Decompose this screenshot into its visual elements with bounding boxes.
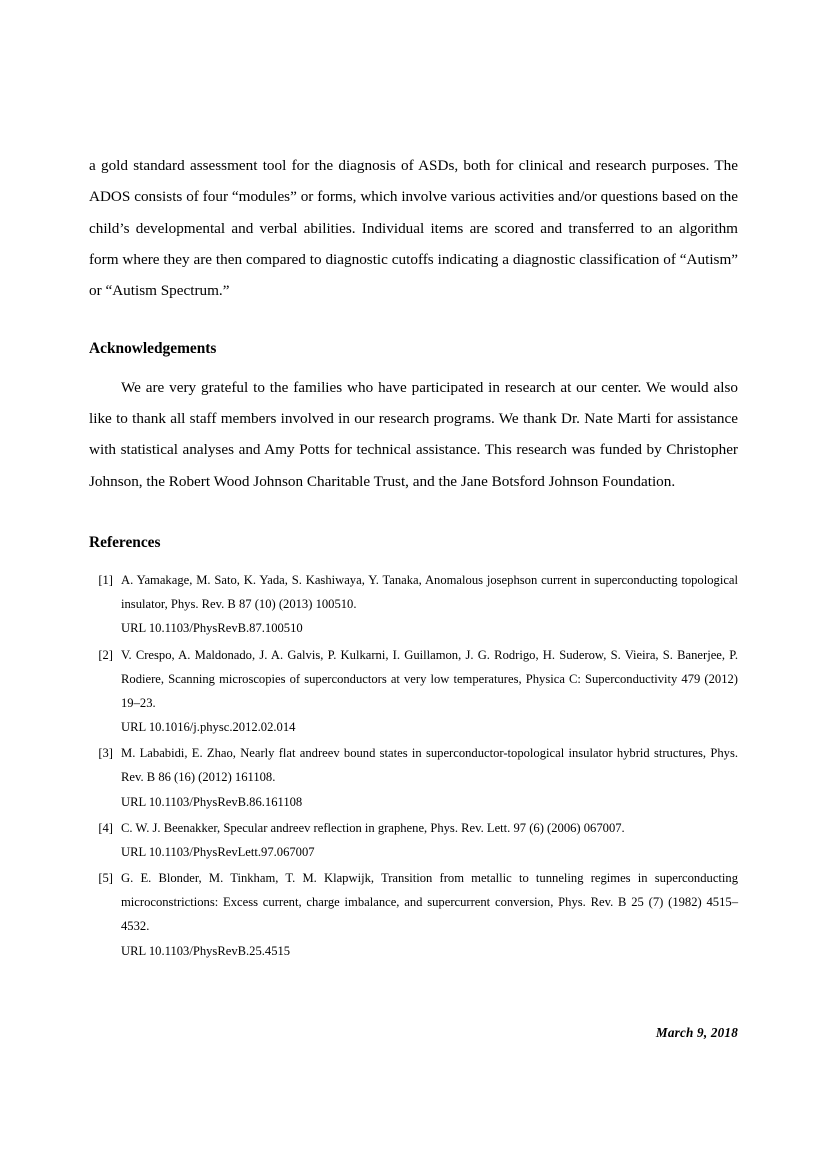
reference-citation: M. Lababidi, E. Zhao, Nearly flat andreev bound states in superconductor-topological insulator hybrid structures, Phys. Rev. B 86 (16) (2012) 161108. [121, 746, 738, 785]
reference-item [89, 816, 738, 864]
acknowledgements-heading: Acknowledgements [89, 339, 217, 357]
reference-url[interactable]: URL 10.1103/PhysRevB.87.100510 [121, 621, 303, 636]
reference-item [89, 866, 738, 963]
references-heading: References [89, 533, 161, 551]
reference-number: [3] [98, 746, 113, 761]
reference-url[interactable]: URL 10.1103/PhysRevLett.97.067007 [121, 844, 315, 859]
footer-date: March 9, 2018 [655, 1025, 738, 1040]
reference-citation: C. W. J. Beenakker, Specular andreev reflection in graphene, Phys. Rev. Lett. 97 (6) (2006) 067007. [121, 820, 625, 835]
reference-number: [1] [98, 573, 113, 588]
reference-body [121, 643, 738, 740]
reference-url[interactable]: URL 10.1103/PhysRevB.25.4515 [121, 943, 291, 958]
reference-body [121, 866, 738, 963]
acknowledgements-paragraph: We are very grateful to the families who have participated in research at our center. We would also like to thank all staff members involved in our research programs. We thank Dr. Nate Marti for assistance with statistical analyses and Amy Potts for technical assistance. This research was funded by Christopher Johnson, the Robert Wood Johnson Charitable Trust, and the Jane Botsford Johnson Foundation. [89, 378, 738, 490]
reference-number: [5] [98, 871, 113, 886]
reference-number: [2] [98, 647, 113, 662]
reference-url[interactable]: URL 10.1103/PhysRevB.86.161108 [121, 794, 303, 809]
reference-body [121, 741, 738, 814]
reference-item [89, 568, 738, 641]
intro-paragraph: a gold standard assessment tool for the diagnosis of ASDs, both for clinical and research purposes. The ADOS consists of four “modules” or forms, which involve various activities and/or questions based on the child’s developmental and verbal abilities. Individual items are scored and transferred to an algorithm form where they are then compared to diagnostic cutoffs indicating a diagnostic classification of “Autism” or “Autism Spectrum.” [89, 157, 738, 300]
reference-item [89, 643, 738, 740]
references-list [89, 568, 738, 963]
reference-body [121, 816, 738, 864]
reference-url[interactable]: URL 10.1016/j.physc.2012.02.014 [121, 720, 296, 735]
reference-citation: V. Crespo, A. Maldonado, J. A. Galvis, P. Kulkarni, I. Guillamon, J. G. Rodrigo, H. Suderow, S. Vieira, S. Banerjee, P. Rodiere, Scanning microscopies of superconductors at very low temperatures, Physica C: Superconductivity 479 (2012) 19–23. [121, 647, 738, 710]
reference-item [89, 741, 738, 814]
reference-citation: A. Yamakage, M. Sato, K. Yada, S. Kashiwaya, Y. Tanaka, Anomalous josephson current in superconducting topological insulator, Phys. Rev. B 87 (10) (2013) 100510. [121, 573, 738, 612]
reference-body [121, 568, 738, 641]
reference-number: [4] [98, 820, 113, 835]
reference-citation: G. E. Blonder, M. Tinkham, T. M. Klapwijk, Transition from metallic to tunneling regimes in superconducting microconstrictions: Excess current, charge imbalance, and supercurrent conversion, Phys. Rev. B 25 (7) (1982) 4515–4532. [121, 871, 738, 934]
